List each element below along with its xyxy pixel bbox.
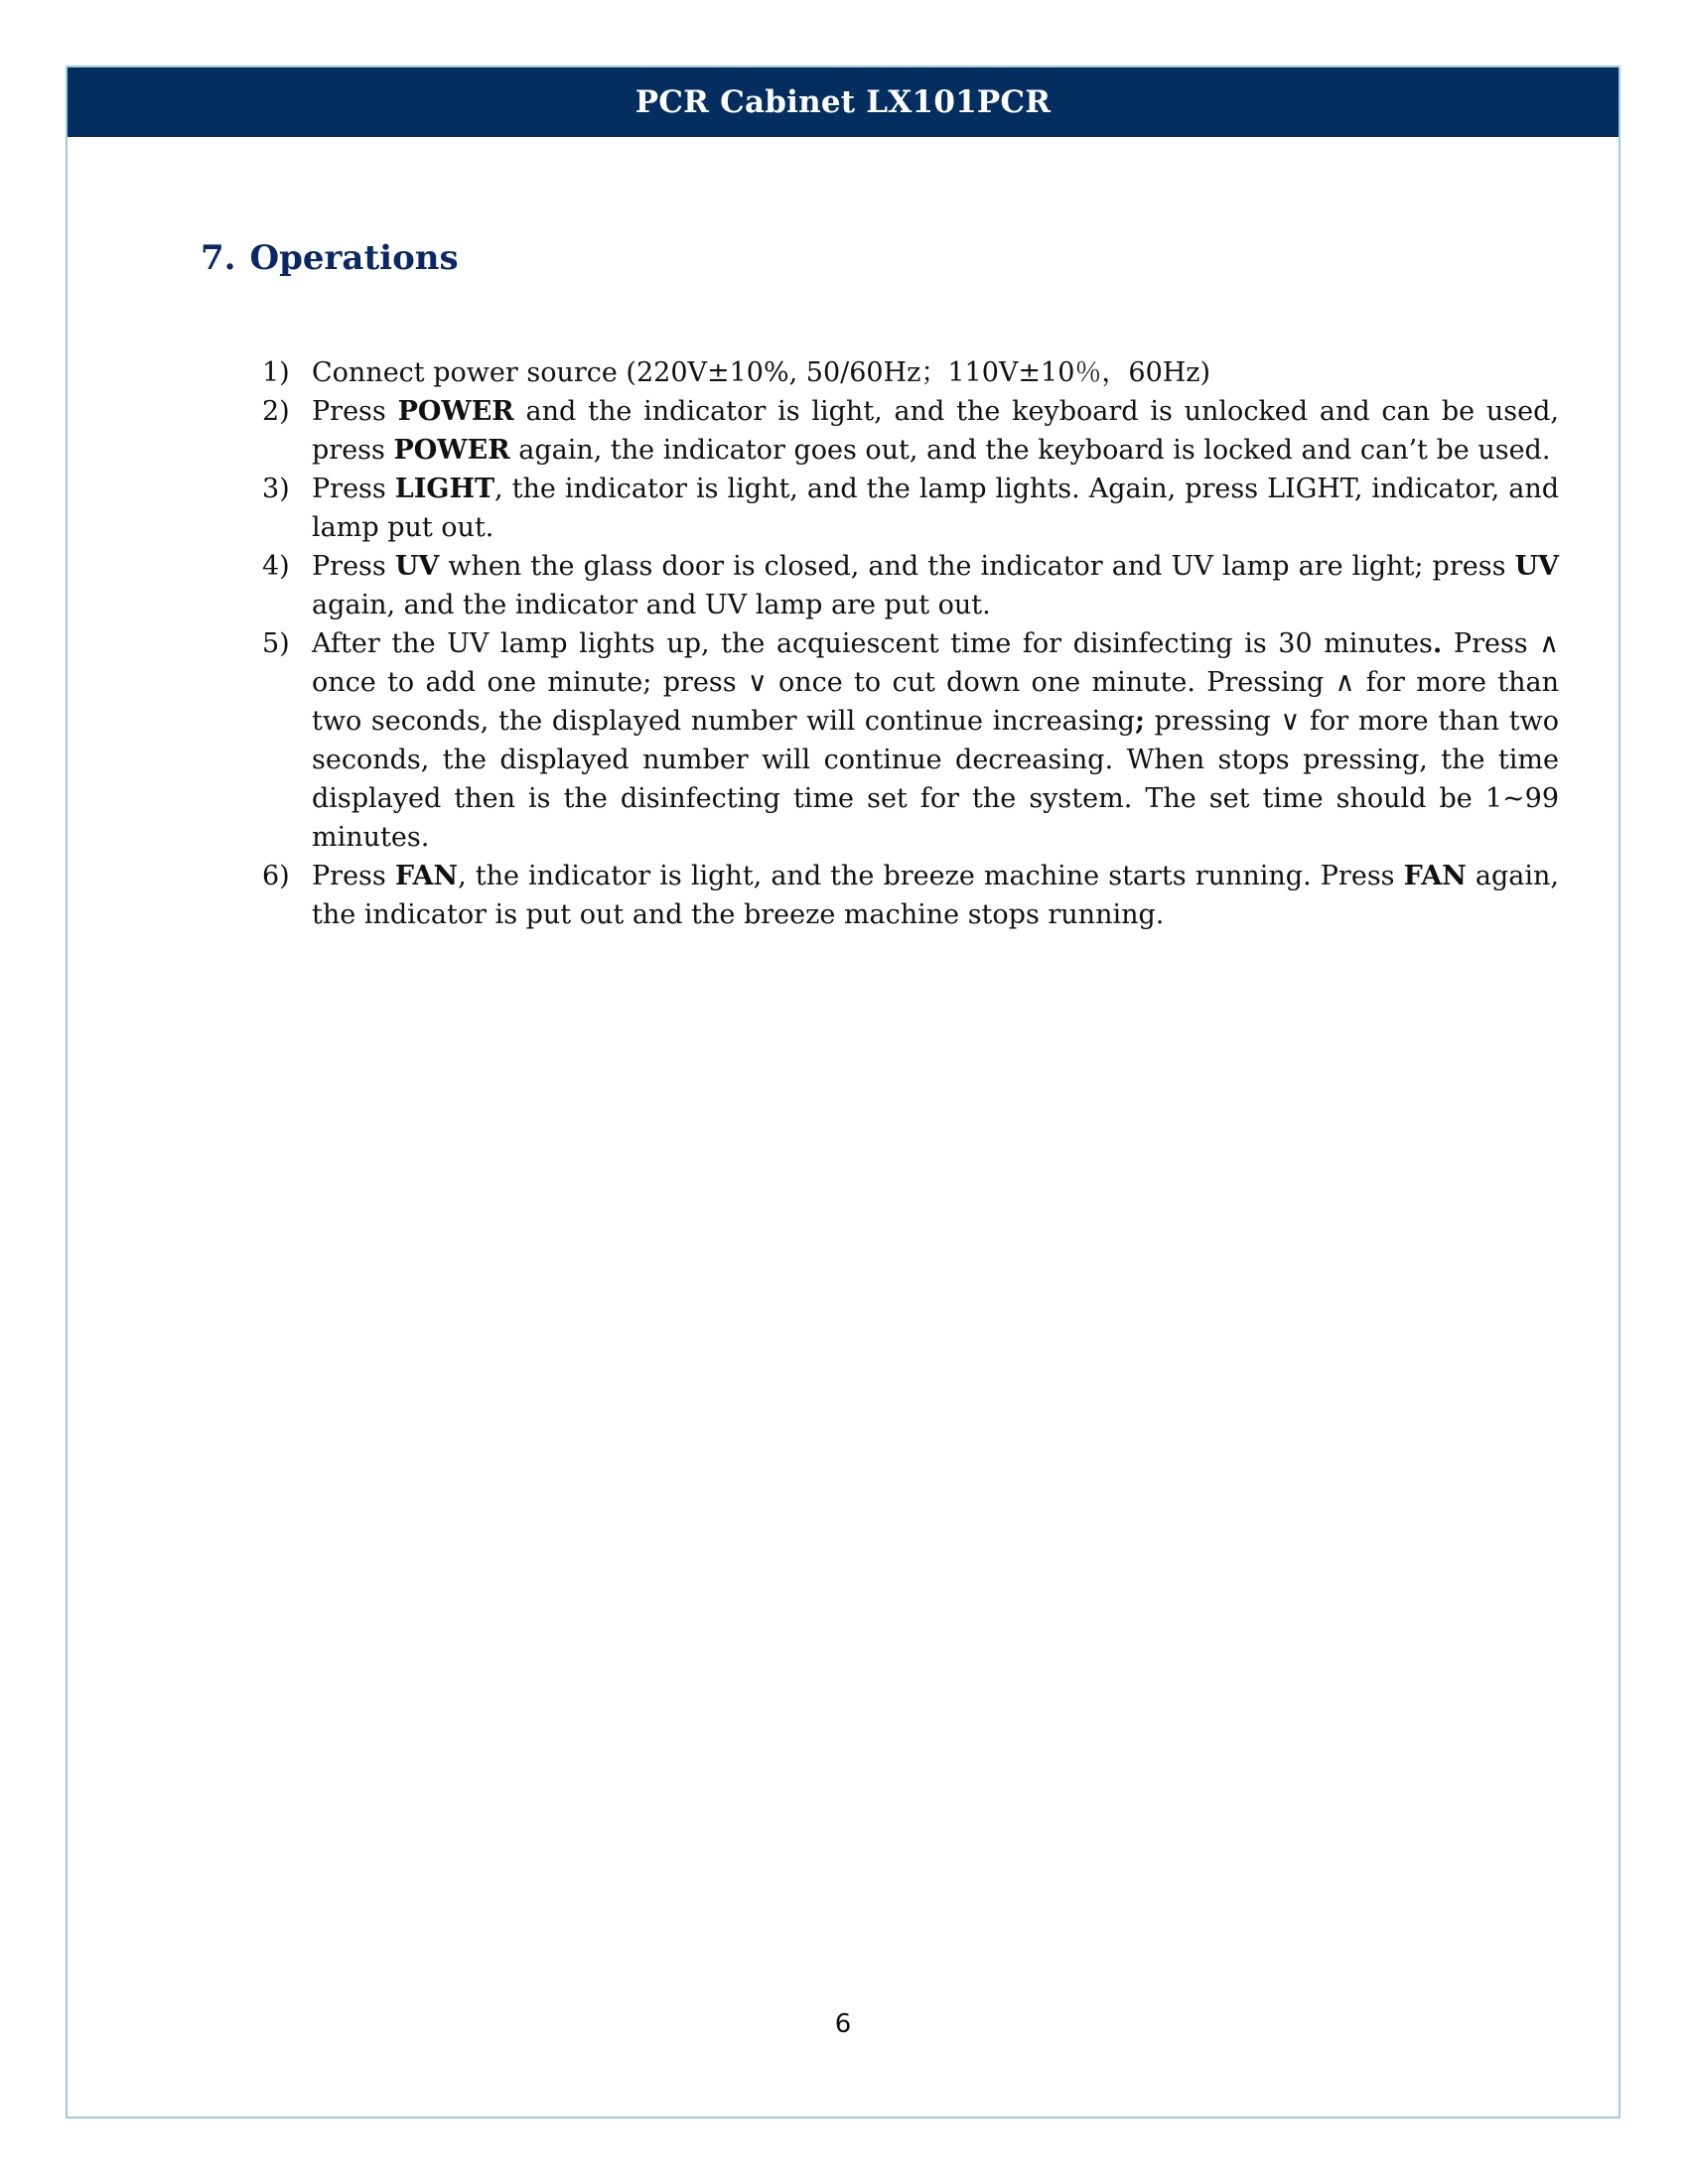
list-item-number: 1) [262,357,290,388]
page-number: 6 [834,2009,852,2039]
text-run: Press [312,861,395,891]
list-item [262,857,1559,934]
text-run: again, the indicator is put out and the breeze machine stops running. [312,861,1559,930]
text-run: Press [312,474,395,504]
list-item [262,392,1559,470]
section-number: 7. [201,238,236,278]
list-item [262,624,1559,857]
list-item-number: 2) [262,396,290,427]
text-run: Press [312,396,398,427]
bold-term: UV [1514,551,1559,582]
bold-term: ; [1134,706,1145,737]
list-item [262,547,1559,624]
text-run: again, the indicator goes out, and the keyboard is locked and can’t be used. [509,435,1551,466]
operations-list [262,353,1559,934]
bold-term: FAN [394,861,459,891]
text-run: pressing ∨ for more than two seconds, the displayed number will continue decreasing. When stops pressing, the time displayed then is the disinfecting time set for the system. The set time should be 1~99 minutes. [312,706,1559,853]
list-item-text [312,857,1559,934]
text-run: , the indicator is light, and the lamp lights. Again, press LIGHT, indicator, and lamp put out. [312,474,1559,543]
list-item-text [312,470,1559,547]
list-item [262,353,1559,392]
list-item-text [312,624,1559,857]
list-item-text [312,392,1559,470]
list-item-text [312,547,1559,624]
bold-term: FAN [1403,861,1467,891]
text-run: Press [312,551,395,582]
list-item-number: 4) [262,551,290,582]
section-title: Operations [249,238,459,278]
text-run: Connect power source (220V±10%, 50/60Hz；110V±10％，60Hz) [312,357,1211,388]
page-frame [66,66,1620,2118]
text-run: Press ∧ once to add one minute; press ∨ once to cut down one minute. Pressing ∧ for more than two seconds, the displayed number will continue increasing [312,628,1559,737]
header-bar [68,68,1618,137]
list-item-number: 5) [262,628,290,659]
bold-term: POWER [393,435,510,466]
list-item-number: 6) [262,861,290,891]
bold-term: UV [394,551,440,582]
text-run: After the UV lamp lights up, the acquiescent time for disinfecting is 30 minutes [312,628,1433,659]
text-run: again, and the indicator and UV lamp are put out. [312,590,991,620]
text-run: when the glass door is closed, and the indicator and UV lamp are light; press [439,551,1515,582]
section-heading [201,238,459,278]
list-item-number: 3) [262,474,290,504]
bold-term: . [1432,628,1443,659]
text-run: and the indicator is light, and the keyboard is unlocked and can be used, press [312,396,1559,466]
list-item [262,470,1559,547]
bold-term: LIGHT [394,474,495,504]
text-run: , the indicator is light, and the breeze machine starts running. Press [458,861,1404,891]
header-title: PCR Cabinet LX101PCR [634,84,1052,120]
bold-term: POWER [397,396,514,427]
list-item-text [312,353,1559,392]
